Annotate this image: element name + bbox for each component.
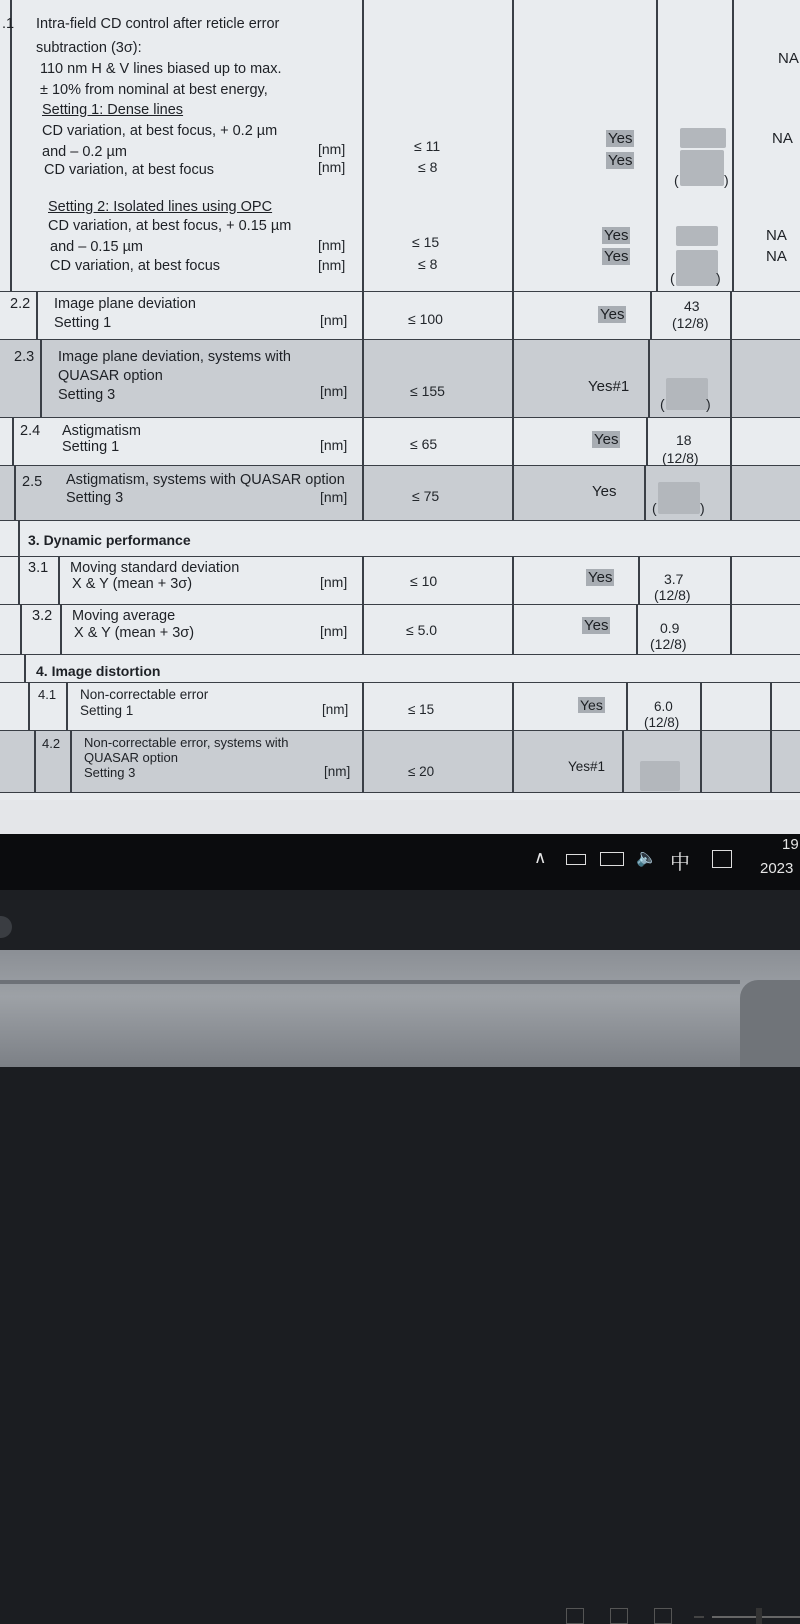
spec: ≤ 8 [418, 159, 438, 175]
redacted-box [658, 482, 700, 514]
spec: ≤ 15 [412, 234, 440, 250]
spec: ≤ 20 [408, 764, 435, 779]
redacted-box [680, 150, 724, 186]
paren-close: ) [706, 396, 711, 412]
unit: [nm] [320, 383, 348, 399]
row-2-1 [0, 0, 800, 292]
row-3-2 [0, 605, 800, 655]
read-mode-icon[interactable] [566, 1608, 584, 1624]
setting-2-title: Setting 2: Isolated lines using OPC [48, 199, 273, 215]
row-label: Setting 1 [62, 439, 120, 455]
setting-1-title: Setting 1: Dense lines [42, 102, 184, 118]
setting-line: CD variation, at best focus, + 0.15 µm [48, 218, 292, 234]
result-yes: Yes [594, 431, 619, 448]
row-label: Setting 1 [80, 703, 134, 718]
measured-value: 6.0 [654, 699, 673, 714]
viewer-status-bar [0, 800, 800, 834]
result-yes: Yes [604, 227, 629, 244]
unit: [nm] [318, 159, 346, 175]
row-label: Setting 3 [58, 387, 116, 403]
result-yes: Yes [608, 152, 633, 169]
laptop-bezel [0, 890, 800, 950]
na-value: NA [766, 248, 787, 265]
setting-line: and – 0.15 µm [50, 239, 143, 255]
unit: [nm] [324, 764, 351, 779]
unit: [nm] [320, 623, 348, 639]
measured-date: (12/8) [644, 715, 680, 730]
section-heading: 4. Image distortion [36, 663, 161, 679]
row-label: Non-correctable error [80, 687, 209, 702]
row-label: Setting 3 [84, 765, 136, 780]
redacted-box [680, 128, 726, 148]
result-yes: Yes [608, 130, 633, 147]
row-number: 3.1 [28, 560, 49, 576]
spec: ≤ 75 [412, 488, 440, 504]
row-4-1 [0, 683, 800, 731]
unit: [nm] [320, 312, 348, 328]
brand-logo-icon [0, 916, 12, 938]
row-label: Astigmatism, systems with QUASAR option [66, 472, 345, 488]
row-number: 2.3 [14, 349, 35, 365]
taskbar [0, 834, 800, 890]
row-label: X & Y (mean + 3σ) [74, 625, 195, 641]
paren-open: ( [670, 270, 675, 286]
document-viewer [0, 0, 800, 800]
measured-value: 0.9 [660, 620, 680, 636]
na-value: NA [772, 130, 793, 147]
title-line: subtraction (3σ): [36, 40, 142, 56]
chevron-up-icon[interactable]: ∧ [534, 848, 547, 867]
redacted-box [640, 761, 680, 791]
unit: [nm] [320, 489, 348, 505]
setting-line: CD variation, at best focus [50, 258, 221, 274]
title-line: 110 nm H & V lines biased up to max. [40, 61, 282, 77]
row-label: Astigmatism [62, 423, 141, 439]
measured-date: (12/8) [650, 636, 687, 652]
measured-date: (12/8) [672, 315, 709, 331]
paren-close: ) [724, 172, 729, 188]
network-icon[interactable] [600, 852, 624, 866]
spec: ≤ 155 [410, 383, 445, 399]
unit: [nm] [320, 437, 348, 453]
row-number: 2.4 [20, 423, 41, 439]
result-yes: Yes [588, 569, 613, 586]
redacted-box [676, 250, 718, 286]
result-yes: Yes [600, 306, 625, 323]
spec: ≤ 5.0 [406, 622, 438, 638]
heading-dynamic-performance [0, 521, 800, 557]
row-label: Setting 1 [54, 315, 112, 331]
spec: ≤ 100 [408, 311, 443, 327]
row-number: .1 [2, 16, 15, 32]
setting-line: CD variation, at best focus [44, 162, 215, 178]
clock-date[interactable]: 2023 [760, 860, 794, 877]
result-yes: Yes [604, 248, 629, 265]
clock-time[interactable]: 19 [782, 836, 799, 853]
unit: [nm] [318, 257, 346, 273]
row-number: 2.2 [10, 296, 31, 312]
spec: ≤ 15 [408, 702, 435, 717]
row-label: Non-correctable error, systems with [84, 735, 289, 750]
print-layout-icon[interactable] [610, 1608, 628, 1624]
measured-value: 43 [684, 298, 700, 314]
measured-value: 3.7 [664, 571, 684, 587]
volume-icon[interactable]: 🔈 [636, 848, 658, 867]
laptop-chassis [0, 950, 800, 1067]
battery-icon[interactable] [566, 854, 586, 865]
unit: [nm] [318, 237, 346, 253]
section-heading: 3. Dynamic performance [28, 532, 191, 548]
row-4-2 [0, 731, 800, 793]
result-yes: Yes#1 [568, 759, 606, 774]
row-label: Image plane deviation [54, 296, 196, 312]
title-line: Intra-field CD control after reticle error [36, 16, 280, 32]
unit: [nm] [318, 141, 346, 157]
paren-open: ( [674, 172, 679, 188]
setting-line: CD variation, at best focus, + 0.2 µm [42, 123, 278, 139]
redacted-box [666, 378, 708, 410]
row-number: 2.5 [22, 474, 43, 490]
zoom-out-icon[interactable] [694, 1616, 704, 1618]
row-label: QUASAR option [84, 750, 178, 765]
redacted-box [676, 226, 718, 246]
spec: ≤ 11 [414, 138, 441, 154]
row-number: 4.1 [38, 687, 57, 702]
measured-value: 18 [676, 432, 692, 448]
hinge-line [0, 980, 740, 984]
heading-image-distortion [0, 655, 800, 683]
row-label: Moving average [72, 608, 176, 624]
na-value: NA [778, 50, 799, 67]
row-label: Setting 3 [66, 490, 124, 506]
na-value: NA [766, 227, 787, 244]
row-3-1 [0, 557, 800, 605]
measured-date: (12/8) [654, 587, 691, 603]
row-label: X & Y (mean + 3σ) [72, 576, 193, 592]
spec: ≤ 8 [418, 256, 438, 272]
row-2-5 [0, 466, 800, 521]
result-yes: Yes [584, 617, 609, 634]
result-yes: Yes [580, 697, 603, 713]
title-line: ± 10% from nominal at best energy, [40, 82, 268, 98]
zoom-slider-thumb[interactable] [756, 1608, 762, 1624]
spec: ≤ 65 [410, 436, 438, 452]
unit: [nm] [320, 574, 348, 590]
setting-line: and – 0.2 µm [42, 144, 127, 160]
measured-date: (12/8) [662, 450, 699, 466]
paren-open: ( [660, 396, 665, 412]
web-layout-icon[interactable] [654, 1608, 672, 1624]
row-2-4 [0, 418, 800, 466]
row-number: 3.2 [32, 608, 53, 624]
row-2-3 [0, 340, 800, 418]
result-yes: Yes#1 [588, 378, 630, 395]
row-label: Image plane deviation, systems with [58, 349, 291, 365]
row-label: QUASAR option [58, 368, 163, 384]
paren-close: ) [716, 270, 721, 286]
ime-indicator[interactable]: 中 [670, 852, 690, 874]
unit: [nm] [322, 702, 349, 717]
row-label: Moving standard deviation [70, 560, 240, 576]
ime-mode-icon[interactable] [712, 850, 732, 868]
row-2-2 [0, 292, 800, 340]
paren-close: ) [700, 500, 705, 516]
result-yes: Yes [592, 483, 617, 500]
row-number: 4.2 [42, 736, 61, 751]
spec: ≤ 10 [410, 573, 438, 589]
paren-open: ( [652, 500, 657, 516]
chassis-edge [740, 980, 800, 1067]
